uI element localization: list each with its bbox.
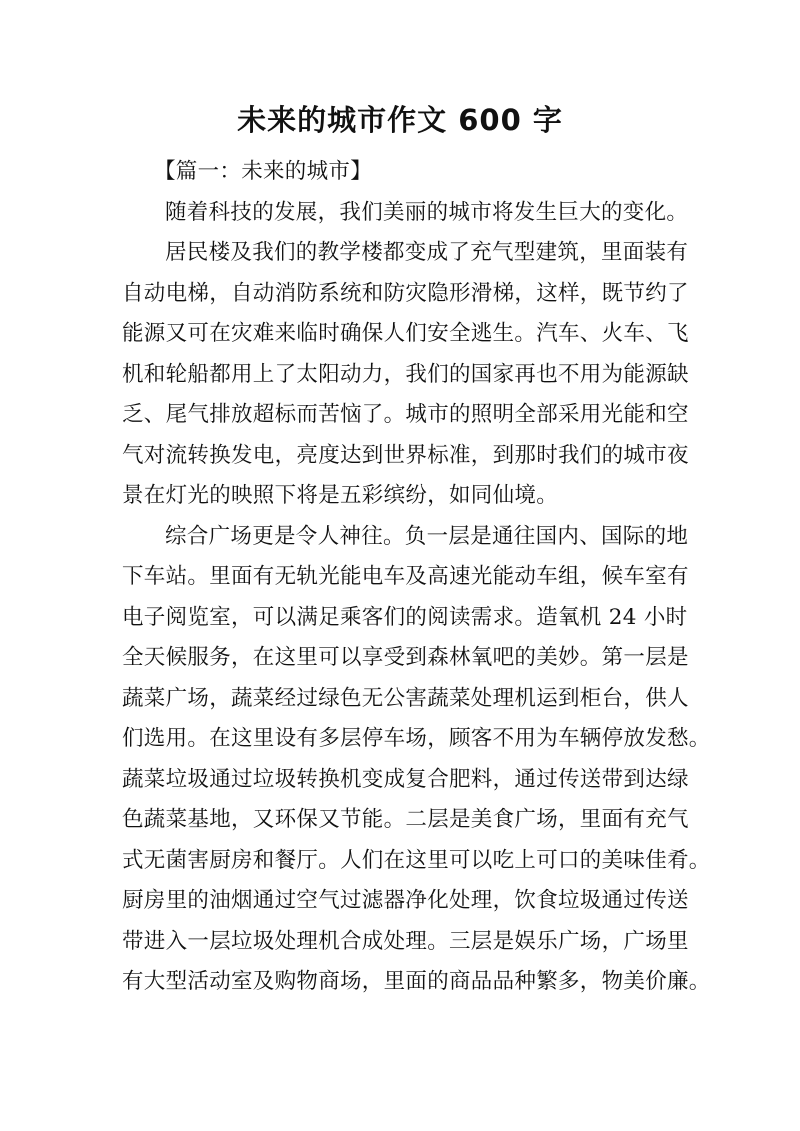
- paragraph-line: 下车站。里面有无轨光能电车及高速光能动车组，候车室有: [122, 564, 689, 589]
- paragraph-line: 能源又可在灾难来临时确保人们安全逃生。汽车、火车、飞: [122, 321, 689, 346]
- paragraph-line: 景在灯光的映照下将是五彩缤纷，如同仙境。: [122, 483, 559, 508]
- paragraph-line: 式无菌害厨房和餐厅。人们在这里可以吃上可口的美味佳肴。: [122, 847, 711, 873]
- document-body: [122, 152, 711, 1003]
- paragraph-line: 综合广场更是令人神往。负一层是通往国内、国际的地: [165, 523, 689, 549]
- section-heading: 【篇一：未来的城市】: [154, 159, 373, 184]
- paragraph-line: 带进入一层垃圾处理机合成处理。三层是娱乐广场，广场里: [122, 928, 689, 954]
- paragraph-line: 蔬菜广场，蔬菜经过绿色无公害蔬菜处理机运到柜台，供人: [122, 685, 689, 711]
- paragraph-line: 蔬菜垃圾通过垃圾转换机变成复合肥料，通过传送带到达绿: [122, 766, 689, 792]
- document-title: 未来的城市作文 600 字: [237, 103, 563, 137]
- paragraph-line: 全天候服务，在这里可以享受到森林氧吧的美妙。第一层是: [122, 645, 689, 670]
- paragraph-line: 居民楼及我们的教学楼都变成了充气型建筑，里面装有: [165, 240, 689, 265]
- paragraph-line: 机和轮船都用上了太阳动力，我们的国家再也不用为能源缺: [122, 361, 689, 387]
- paragraph-line: 乏、尾气排放超标而苦恼了。城市的照明全部采用光能和空: [122, 402, 689, 427]
- paragraph-line: 自动电梯，自动消防系统和防灾隐形滑梯，这样，既节约了: [122, 280, 689, 306]
- paragraph-line: 们选用。在这里设有多层停车场，顾客不用为车辆停放发愁。: [122, 726, 711, 751]
- paragraph-line: 电子阅览室，可以满足乘客们的阅读需求。造氧机 24 小时: [122, 604, 688, 630]
- paragraph-line: 色蔬菜基地，又环保又节能。二层是美食广场，里面有充气: [122, 807, 689, 832]
- paragraph-line: 厨房里的油烟通过空气过滤器净化处理，饮食垃圾通过传送: [122, 888, 689, 913]
- paragraph-line: 有大型活动室及购物商场，里面的商品品种繁多，物美价廉。: [122, 969, 711, 994]
- paragraph-line: 随着科技的发展，我们美丽的城市将发生巨大的变化。: [165, 199, 689, 225]
- paragraph-line: 气对流转换发电，亮度达到世界标准，到那时我们的城市夜: [122, 442, 689, 468]
